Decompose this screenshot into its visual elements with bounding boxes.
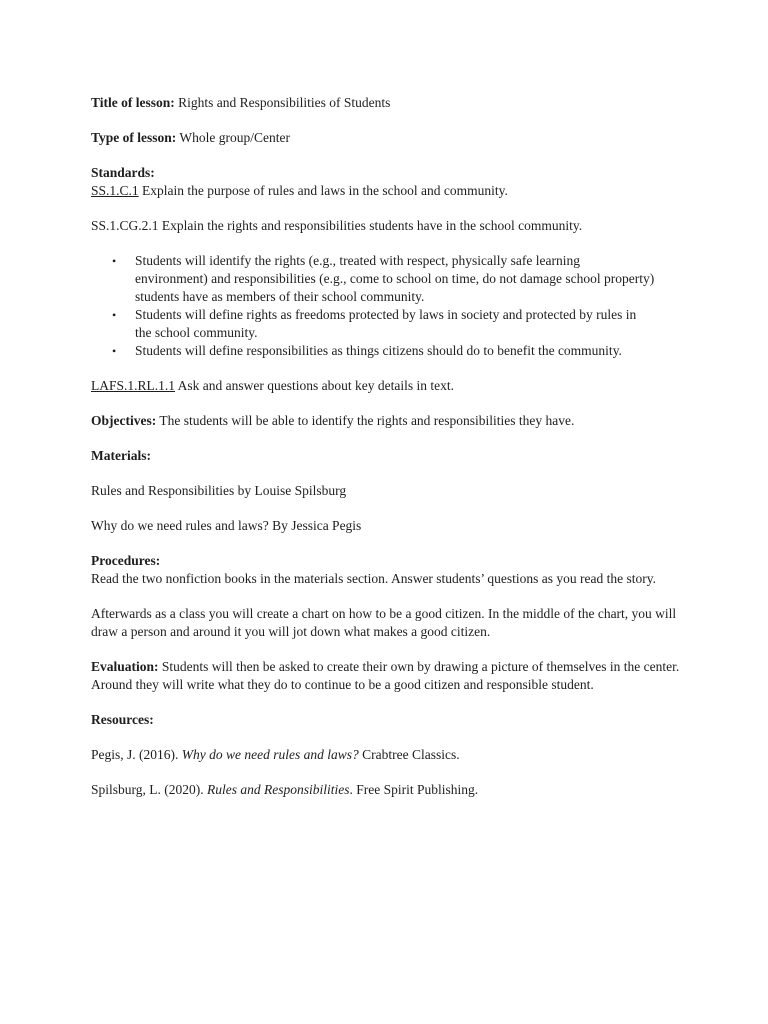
title-line <box>91 94 681 112</box>
procedures-heading-text: Procedures: <box>91 553 161 568</box>
materials-heading-text: Materials: <box>91 448 151 463</box>
title-label: Title of lesson: <box>91 95 175 110</box>
standard-3-code: LAFS.1.RL.1.1 <box>91 378 176 393</box>
resource-author: Pegis, J. (2016). <box>91 747 182 762</box>
procedures-paragraph-1: Read the two nonfiction books in the materials section. Answer students’ questions as you read the story. <box>91 571 657 586</box>
evaluation-text: Students will then be asked to create their own by drawing a picture of themselves in the center. Around they will write what they do to continue to be a good citizen and responsible student. <box>91 659 680 692</box>
resource-publisher: . Free Spirit Publishing. <box>349 782 479 797</box>
title-value: Rights and Responsibilities of Students <box>178 95 391 110</box>
evaluation-label: Evaluation: <box>91 659 159 674</box>
objectives-label: Objectives: <box>91 413 157 428</box>
procedures-paragraph-2: Afterwards as a class you will create a chart on how to be a good citizen. In the middle of the chart, you will draw a person and around it you will jot down what makes a good citizen. <box>91 606 677 639</box>
resource-item <box>91 781 681 799</box>
objectives-line <box>91 412 681 430</box>
resources-heading-text: Resources: <box>91 712 154 727</box>
standards-heading <box>91 164 681 182</box>
resource-title: Rules and Responsibilities <box>207 782 350 797</box>
standard-3-text: Ask and answer questions about key details in text. <box>175 378 454 393</box>
standard-3 <box>91 377 681 395</box>
resource-publisher: Crabtree Classics. <box>358 747 460 762</box>
resource-title: Why do we need rules and laws? <box>181 747 359 762</box>
lesson-plan <box>91 94 681 799</box>
bullet-item: • Students will define responsibilities as things citizens should do to benefit the community. <box>135 342 655 360</box>
type-label: Type of lesson: <box>91 130 177 145</box>
standard-bullets <box>91 252 681 360</box>
resources-heading <box>91 711 681 729</box>
standard-1-code: SS.1.C.1 <box>91 183 139 198</box>
evaluation-line <box>91 658 681 694</box>
procedures-heading <box>91 552 681 570</box>
objectives-text: The students will be able to identify the rights and responsibilities they have. <box>156 413 575 428</box>
material-item: Why do we need rules and laws? By Jessica Pegis <box>91 518 362 533</box>
standard-2: SS.1.CG.2.1 Explain the rights and responsibilities students have in the school community. <box>91 218 583 233</box>
standards-heading-text: Standards: <box>91 165 155 180</box>
materials-heading <box>91 447 681 465</box>
standard-1 <box>91 182 681 200</box>
resource-item <box>91 746 681 764</box>
resource-author: Spilsburg, L. (2020). <box>91 782 208 797</box>
type-value: Whole group/Center <box>179 130 290 145</box>
type-line <box>91 129 681 147</box>
bullet-item: • Students will define rights as freedoms protected by laws in society and protected by rules in the school community. <box>135 306 655 342</box>
material-item: Rules and Responsibilities by Louise Spilsburg <box>91 483 347 498</box>
standard-1-text: Explain the purpose of rules and laws in the school and community. <box>138 183 508 198</box>
bullet-item: • Students will identify the rights (e.g., treated with respect, physically safe learning environment) and responsibilities (e.g., come to school on time, do not damage school property) students have as members of their school community. <box>135 252 655 306</box>
